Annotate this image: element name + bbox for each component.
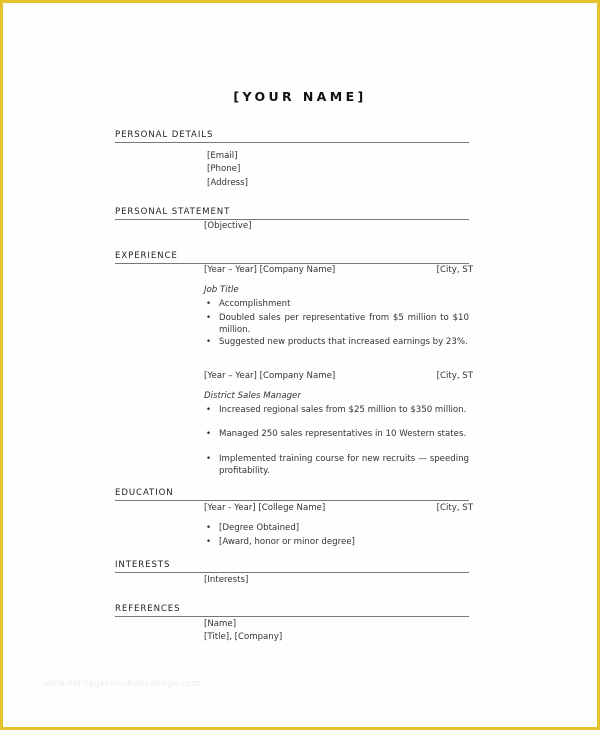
education-line: [Year - Year] [College Name] [204,503,326,513]
experience-2-bullet-3: Implemented training course for new recruits — speeding profitability. [219,454,469,476]
experience-1-bullet-2: Doubled sales per representative from $5 million to $10 million. [219,313,469,335]
email-field: [Email] [207,151,238,161]
section-education: EDUCATION [115,488,469,501]
education-bullet-1: [Degree Obtained] [219,523,300,533]
bullet-icon: • [206,313,212,323]
bullet-icon: • [206,299,212,309]
bullet-icon: • [206,429,212,439]
section-interests: INTERESTS [115,560,469,573]
section-personal-statement: PERSONAL STATEMENT [115,207,469,220]
experience-2-title: District Sales Manager [204,391,301,401]
bullet-icon: • [206,337,212,347]
experience-1-city: [City, ST [436,265,473,275]
experience-2-city: [City, ST [436,371,473,381]
phone-field: [Phone] [207,164,241,174]
bullet-icon: • [206,454,212,464]
reference-name: [Name] [204,619,237,629]
watermark-text: www.heritagechristiancollege.com [43,679,201,689]
objective-text: [Objective] [204,221,252,231]
section-personal-details: PERSONAL DETAILS [115,130,469,143]
reference-title: [Title], [Company] [204,632,283,642]
section-references: REFERENCES [115,604,469,617]
bullet-icon: • [206,405,212,415]
experience-1-line: [Year – Year] [Company Name] [204,265,336,275]
experience-2-bullet-1: Increased regional sales from $25 million to $350 million. [219,405,467,415]
education-city: [City, ST [436,503,473,513]
experience-2-bullet-2: Managed 250 sales representatives in 10 Western states. [219,429,467,439]
section-experience: EXPERIENCE [115,251,469,264]
address-field: [Address] [207,178,248,188]
interests-text: [Interests] [204,575,249,585]
education-bullet-2: [Award, honor or minor degree] [219,537,355,547]
experience-1-title: Job Title [204,285,239,295]
resume-page [3,3,597,727]
experience-2-line: [Year – Year] [Company Name] [204,371,336,381]
experience-1-bullet-3: Suggested new products that increased earnings by 23%. [219,337,468,347]
experience-1-bullet-1: Accomplishment [219,299,291,309]
resume-name: [YOUR NAME] [233,89,367,104]
bullet-icon: • [206,523,212,533]
bullet-icon: • [206,537,212,547]
